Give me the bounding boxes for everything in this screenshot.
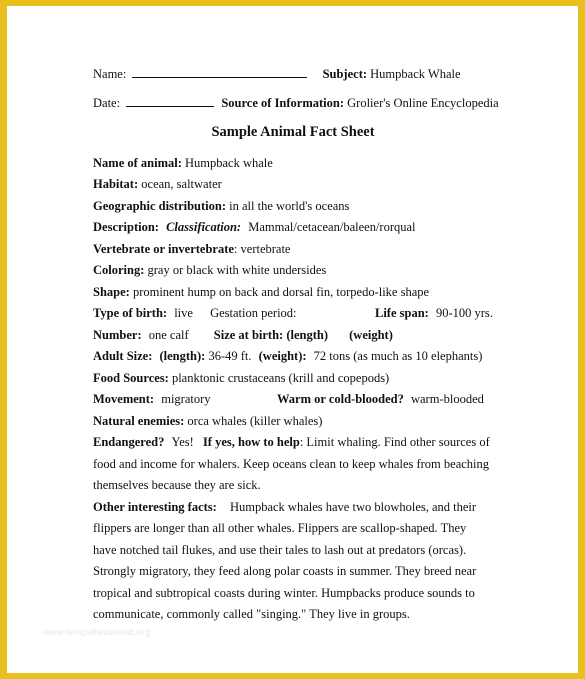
- name-blank: [132, 66, 307, 78]
- adult-length-value: 36-49 ft.: [208, 349, 252, 363]
- description-label: Description:: [93, 220, 159, 234]
- animal-name-row: [93, 156, 273, 171]
- facts-line-4: Strongly migratory, they feed along polar coasts in summer. They breed near: [93, 564, 477, 578]
- vertebrate-row: [93, 242, 290, 257]
- adult-size-label: Adult Size:: [93, 349, 153, 363]
- coloring-value: gray or black with white undersides: [147, 263, 327, 277]
- classification-label: Classification:: [166, 220, 242, 234]
- date-label: Date:: [93, 96, 121, 110]
- endangered-value: Yes!: [171, 435, 194, 449]
- facts-line-5: tropical and subtropical coasts during winter. Humpbacks produce sounds to: [93, 586, 475, 600]
- facts-line-1: Humpback whales have two blowholes, and their: [229, 500, 477, 514]
- food-row: [93, 371, 389, 386]
- lifespan-label: Life span:: [375, 306, 429, 320]
- coloring-label: Coloring:: [93, 263, 145, 277]
- help-line-3: themselves because they are sick.: [93, 478, 261, 492]
- birth-type-value: live: [174, 306, 193, 320]
- facts-line-2: flippers are longer than all other whales. Flippers are scallop-shaped. They: [93, 521, 467, 535]
- help-label: If yes, how to help: [202, 435, 300, 449]
- movement-label: Movement:: [93, 392, 155, 406]
- number-label: Number:: [93, 328, 142, 342]
- adult-length-label: (length):: [159, 349, 206, 363]
- lifespan-value: 90-100 yrs.: [435, 306, 493, 320]
- vertebrate-label: Vertebrate or invertebrate: [93, 242, 234, 256]
- facts-label: Other interesting facts:: [93, 500, 217, 514]
- birth-row: [93, 306, 493, 321]
- geo-value: in all the world's oceans: [229, 199, 350, 213]
- animal-name-label: Name of animal:: [93, 156, 182, 170]
- movement-row: [93, 392, 493, 407]
- fact-sheet-page: [7, 6, 578, 673]
- enemies-label: Natural enemies:: [93, 414, 185, 428]
- enemies-row: [93, 414, 322, 429]
- endangered-label: Endangered?: [93, 435, 165, 449]
- shape-label: Shape:: [93, 285, 130, 299]
- shape-row: [93, 285, 429, 300]
- endangered-row: [93, 435, 490, 450]
- vertebrate-value: : vertebrate: [233, 242, 291, 256]
- blood-value: warm-blooded: [410, 392, 484, 406]
- name-subject-row: [93, 66, 461, 82]
- habitat-label: Habitat:: [93, 177, 139, 191]
- adult-weight-value: 72 tons (as much as 10 elephants): [313, 349, 483, 363]
- gestation-label: Gestation period:: [210, 306, 297, 320]
- subject-value: Humpback Whale: [370, 67, 461, 81]
- source-label: Source of Information:: [221, 96, 345, 110]
- food-value: planktonic crustaceans (krill and copepods): [171, 371, 390, 385]
- size-at-birth-label: Size at birth: (length): [213, 328, 328, 342]
- birth-weight-label: (weight): [349, 328, 393, 342]
- name-label: Name:: [93, 67, 127, 81]
- subject-label: Subject:: [322, 67, 368, 81]
- description-row: [93, 220, 416, 235]
- facts-line-6: communicate, commonly called "singing." They live in groups.: [93, 607, 410, 621]
- number-row: [93, 328, 393, 343]
- adult-size-row: [93, 349, 482, 364]
- date-blank: [126, 95, 214, 107]
- animal-name-value: Humpback whale: [185, 156, 273, 170]
- birth-type-label: Type of birth:: [93, 306, 168, 320]
- date-source-row: [93, 95, 499, 111]
- coloring-row: [93, 263, 326, 278]
- blood-label: Warm or cold-blooded?: [277, 392, 404, 406]
- adult-weight-label: (weight):: [258, 349, 307, 363]
- shape-value: prominent hump on back and dorsal fin, torpedo-like shape: [132, 285, 430, 299]
- number-value: one calf: [148, 328, 189, 342]
- movement-value: migratory: [161, 392, 211, 406]
- geo-row: [93, 199, 349, 214]
- enemies-value: orca whales (killer whales): [187, 414, 323, 428]
- source-value: Grolier's Online Encyclopedia: [347, 96, 499, 110]
- geo-label: Geographic distribution:: [93, 199, 226, 213]
- page-title: Sample Animal Fact Sheet: [211, 124, 375, 140]
- facts-row: [93, 500, 476, 515]
- help-line-1: : Limit whaling. Find other sources of: [299, 435, 490, 449]
- help-line-2: food and income for whalers. Keep oceans clean to keep whales from beaching: [93, 457, 490, 471]
- watermark: www.templatesunmat.org: [43, 627, 151, 637]
- facts-line-3: have notched tail flukes, and use their tales to lash out at predators (orcas).: [93, 543, 467, 557]
- food-label: Food Sources:: [93, 371, 169, 385]
- classification-value: Mammal/cetacean/baleen/rorqual: [248, 220, 416, 234]
- habitat-row: [93, 177, 222, 192]
- habitat-value: ocean, saltwater: [141, 177, 222, 191]
